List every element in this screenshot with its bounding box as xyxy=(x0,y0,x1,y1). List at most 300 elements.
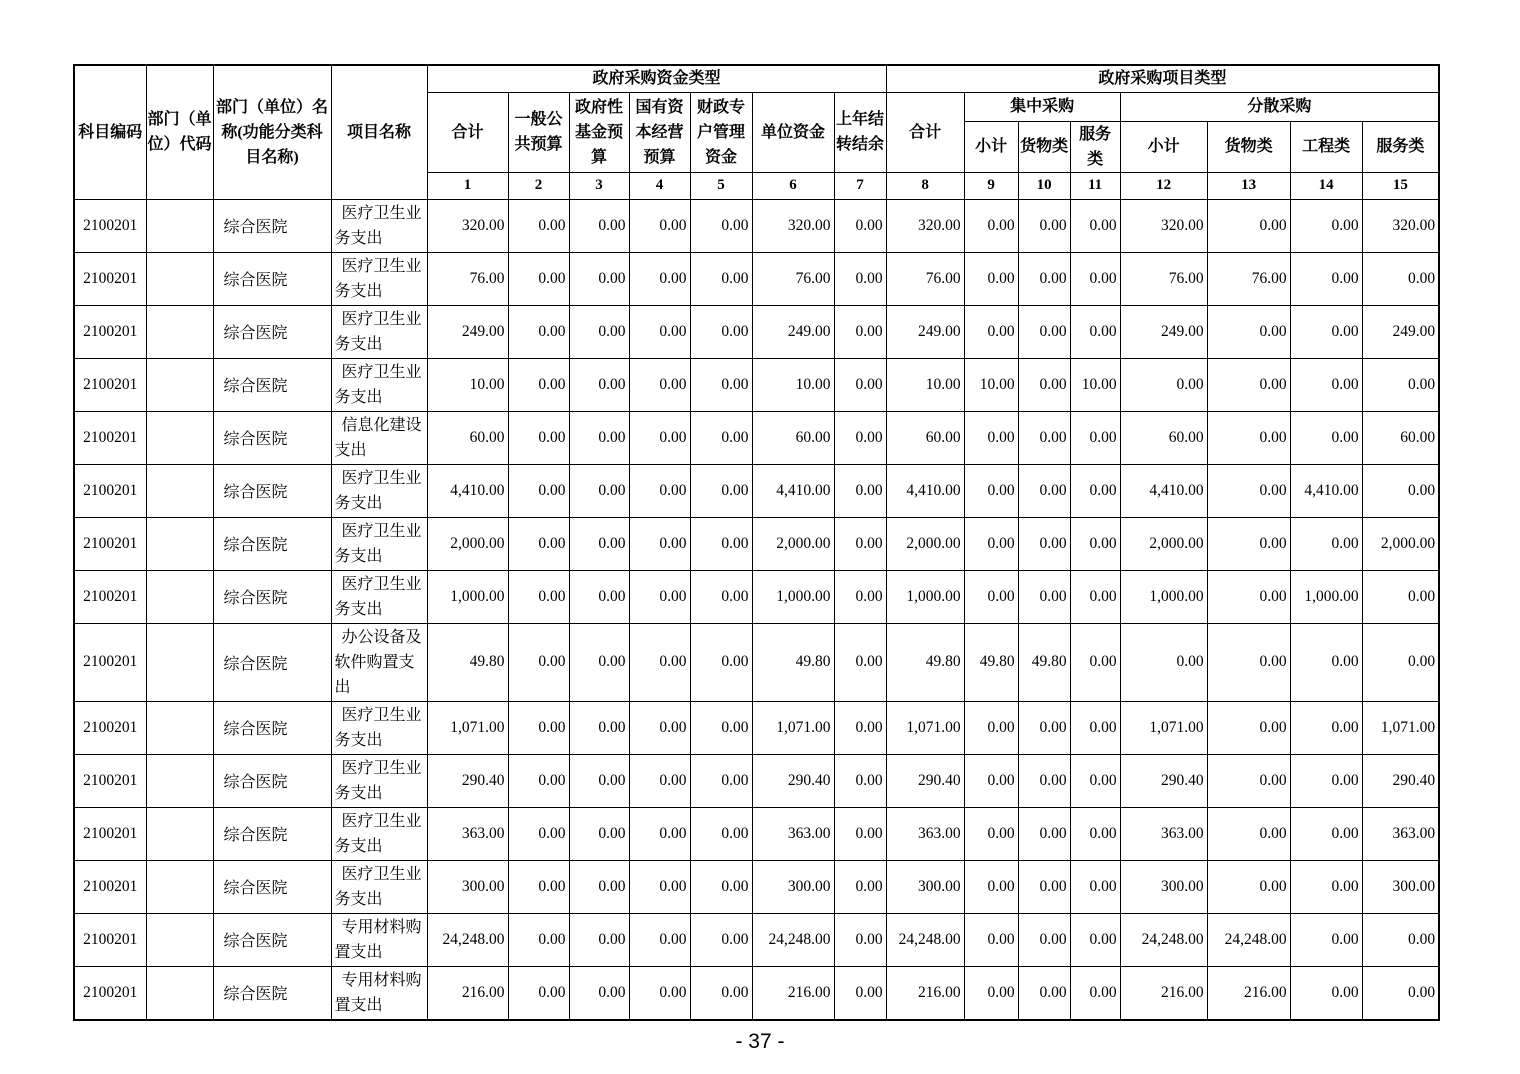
cell-value: 290.40 xyxy=(752,754,834,807)
cell-value: 0.00 xyxy=(1207,411,1290,464)
cell-value: 0.00 xyxy=(1018,252,1070,305)
table-row xyxy=(74,754,1439,807)
cell-value: 0.00 xyxy=(629,252,690,305)
cell-value: 0.00 xyxy=(1070,252,1120,305)
cell-value: 0.00 xyxy=(1018,966,1070,1020)
cell-value: 0.00 xyxy=(569,860,629,913)
cell-dept-name: 综合医院 xyxy=(213,517,331,570)
cell-value: 0.00 xyxy=(569,966,629,1020)
cell-value: 0.00 xyxy=(1207,464,1290,517)
cell-value: 363.00 xyxy=(1120,807,1207,860)
cell-value: 2,000.00 xyxy=(1120,517,1207,570)
cell-value: 76.00 xyxy=(1207,252,1290,305)
header-gov-fund-budget: 政府性基金预算 xyxy=(569,92,629,172)
cell-value: 76.00 xyxy=(427,252,508,305)
cell-value: 0.00 xyxy=(690,913,752,966)
cell-subject-code: 2100201 xyxy=(74,464,146,517)
cell-value: 24,248.00 xyxy=(1207,913,1290,966)
cell-value: 2,000.00 xyxy=(886,517,964,570)
cell-value: 0.00 xyxy=(1070,860,1120,913)
cell-value: 0.00 xyxy=(1018,199,1070,252)
cell-value: 0.00 xyxy=(629,358,690,411)
cell-subject-code: 2100201 xyxy=(74,860,146,913)
column-number: 11 xyxy=(1070,172,1120,199)
cell-value: 0.00 xyxy=(834,913,886,966)
cell-value: 0.00 xyxy=(834,966,886,1020)
cell-value: 0.00 xyxy=(629,305,690,358)
cell-value: 0.00 xyxy=(964,464,1018,517)
cell-value: 0.00 xyxy=(1290,199,1362,252)
cell-value: 0.00 xyxy=(690,623,752,701)
column-number: 2 xyxy=(508,172,569,199)
cell-value: 0.00 xyxy=(1018,754,1070,807)
cell-subject-code: 2100201 xyxy=(74,199,146,252)
cell-value: 216.00 xyxy=(1120,966,1207,1020)
column-number: 9 xyxy=(964,172,1018,199)
cell-value: 0.00 xyxy=(1207,570,1290,623)
cell-project-name: 专用材料购置支出 xyxy=(331,913,427,966)
cell-value: 0.00 xyxy=(1290,252,1362,305)
cell-dept-name: 综合医院 xyxy=(213,623,331,701)
table-row xyxy=(74,358,1439,411)
cell-value: 0.00 xyxy=(690,305,752,358)
cell-dept-name: 综合医院 xyxy=(213,570,331,623)
table-row xyxy=(74,807,1439,860)
cell-subject-code: 2100201 xyxy=(74,754,146,807)
cell-value: 0.00 xyxy=(1207,199,1290,252)
cell-value: 0.00 xyxy=(1362,966,1439,1020)
cell-value: 0.00 xyxy=(834,623,886,701)
header-decentralized-subtotal: 小计 xyxy=(1120,121,1207,172)
cell-value: 0.00 xyxy=(690,966,752,1020)
cell-dept-code xyxy=(146,464,213,517)
cell-subject-code: 2100201 xyxy=(74,623,146,701)
cell-value: 0.00 xyxy=(1362,358,1439,411)
cell-value: 0.00 xyxy=(508,358,569,411)
cell-value: 0.00 xyxy=(629,411,690,464)
cell-project-name: 医疗卫生业务支出 xyxy=(331,464,427,517)
cell-value: 249.00 xyxy=(427,305,508,358)
cell-dept-code xyxy=(146,701,213,754)
header-carryover: 上年结转结余 xyxy=(834,92,886,172)
cell-value: 0.00 xyxy=(964,754,1018,807)
cell-value: 49.80 xyxy=(427,623,508,701)
cell-subject-code: 2100201 xyxy=(74,701,146,754)
cell-value: 363.00 xyxy=(427,807,508,860)
cell-dept-code xyxy=(146,966,213,1020)
cell-dept-code xyxy=(146,570,213,623)
header-fiscal-account-funds: 财政专户管理资金 xyxy=(690,92,752,172)
cell-value: 0.00 xyxy=(1207,358,1290,411)
cell-value: 0.00 xyxy=(1070,570,1120,623)
cell-value: 0.00 xyxy=(569,305,629,358)
cell-value: 1,000.00 xyxy=(752,570,834,623)
cell-value: 0.00 xyxy=(690,860,752,913)
cell-value: 60.00 xyxy=(1362,411,1439,464)
cell-value: 0.00 xyxy=(508,570,569,623)
cell-value: 0.00 xyxy=(690,570,752,623)
cell-project-name: 医疗卫生业务支出 xyxy=(331,860,427,913)
cell-value: 2,000.00 xyxy=(1362,517,1439,570)
cell-value: 1,000.00 xyxy=(1290,570,1362,623)
cell-value: 0.00 xyxy=(834,252,886,305)
cell-value: 60.00 xyxy=(752,411,834,464)
cell-value: 0.00 xyxy=(1207,754,1290,807)
cell-value: 216.00 xyxy=(752,966,834,1020)
cell-value: 0.00 xyxy=(964,305,1018,358)
cell-dept-code xyxy=(146,252,213,305)
cell-value: 76.00 xyxy=(886,252,964,305)
table-row xyxy=(74,252,1439,305)
cell-value: 4,410.00 xyxy=(1290,464,1362,517)
header-fund-type-group: 政府采购资金类型 xyxy=(427,65,886,92)
cell-subject-code: 2100201 xyxy=(74,807,146,860)
cell-value: 0.00 xyxy=(1290,305,1362,358)
header-project-type-group: 政府采购项目类型 xyxy=(886,65,1439,92)
cell-dept-name: 综合医院 xyxy=(213,913,331,966)
cell-value: 0.00 xyxy=(1120,623,1207,701)
cell-value: 0.00 xyxy=(1070,807,1120,860)
cell-value: 0.00 xyxy=(629,807,690,860)
cell-value: 320.00 xyxy=(752,199,834,252)
cell-value: 0.00 xyxy=(569,701,629,754)
cell-value: 0.00 xyxy=(834,464,886,517)
cell-value: 0.00 xyxy=(1070,411,1120,464)
cell-dept-name: 综合医院 xyxy=(213,464,331,517)
header-fund-total: 合计 xyxy=(427,92,508,172)
cell-value: 2,000.00 xyxy=(427,517,508,570)
cell-value: 0.00 xyxy=(508,623,569,701)
cell-subject-code: 2100201 xyxy=(74,570,146,623)
cell-value: 0.00 xyxy=(508,966,569,1020)
cell-value: 76.00 xyxy=(1120,252,1207,305)
cell-value: 320.00 xyxy=(886,199,964,252)
cell-value: 1,071.00 xyxy=(752,701,834,754)
header-centralized-group: 集中采购 xyxy=(964,92,1120,121)
cell-value: 0.00 xyxy=(964,570,1018,623)
cell-value: 0.00 xyxy=(1018,860,1070,913)
procurement-budget-table xyxy=(73,64,1440,1021)
cell-dept-name: 综合医院 xyxy=(213,411,331,464)
cell-project-name: 信息化建设支出 xyxy=(331,411,427,464)
cell-value: 0.00 xyxy=(629,966,690,1020)
cell-dept-code xyxy=(146,305,213,358)
cell-value: 0.00 xyxy=(1290,701,1362,754)
cell-value: 0.00 xyxy=(1070,305,1120,358)
cell-project-name: 医疗卫生业务支出 xyxy=(331,358,427,411)
cell-value: 0.00 xyxy=(834,411,886,464)
cell-value: 0.00 xyxy=(690,252,752,305)
header-subject-code: 科目编码 xyxy=(74,65,146,199)
cell-project-name: 医疗卫生业务支出 xyxy=(331,701,427,754)
column-number: 13 xyxy=(1207,172,1290,199)
cell-value: 0.00 xyxy=(629,913,690,966)
cell-dept-name: 综合医院 xyxy=(213,754,331,807)
cell-value: 300.00 xyxy=(1120,860,1207,913)
cell-dept-code xyxy=(146,411,213,464)
table-row xyxy=(74,411,1439,464)
header-centralized-services: 服务类 xyxy=(1070,121,1120,172)
table-row xyxy=(74,860,1439,913)
header-dept-name: 部门（单位）名称(功能分类科目名称) xyxy=(213,65,331,199)
cell-dept-code xyxy=(146,517,213,570)
cell-value: 0.00 xyxy=(508,252,569,305)
table-row xyxy=(74,199,1439,252)
header-unit-funds: 单位资金 xyxy=(752,92,834,172)
cell-value: 0.00 xyxy=(569,754,629,807)
cell-project-name: 医疗卫生业务支出 xyxy=(331,199,427,252)
cell-value: 0.00 xyxy=(629,570,690,623)
cell-value: 0.00 xyxy=(964,860,1018,913)
cell-value: 1,071.00 xyxy=(1362,701,1439,754)
cell-value: 320.00 xyxy=(1362,199,1439,252)
cell-value: 0.00 xyxy=(1290,913,1362,966)
cell-value: 1,000.00 xyxy=(1120,570,1207,623)
header-decentralized-goods: 货物类 xyxy=(1207,121,1290,172)
cell-value: 0.00 xyxy=(508,305,569,358)
page-number: - 37 - xyxy=(735,1030,785,1053)
cell-value: 300.00 xyxy=(886,860,964,913)
cell-value: 1,071.00 xyxy=(1120,701,1207,754)
cell-value: 363.00 xyxy=(752,807,834,860)
cell-value: 0.00 xyxy=(690,754,752,807)
cell-value: 0.00 xyxy=(834,305,886,358)
cell-value: 363.00 xyxy=(1362,807,1439,860)
cell-value: 0.00 xyxy=(690,517,752,570)
cell-value: 24,248.00 xyxy=(752,913,834,966)
table-row xyxy=(74,966,1439,1020)
cell-value: 0.00 xyxy=(964,701,1018,754)
cell-value: 0.00 xyxy=(964,807,1018,860)
cell-value: 0.00 xyxy=(834,570,886,623)
cell-value: 1,071.00 xyxy=(427,701,508,754)
cell-value: 0.00 xyxy=(569,252,629,305)
cell-value: 10.00 xyxy=(1070,358,1120,411)
procurement-table-page xyxy=(73,64,1440,1021)
cell-value: 24,248.00 xyxy=(886,913,964,966)
header-decentralized-group: 分散采购 xyxy=(1120,92,1439,121)
cell-value: 363.00 xyxy=(886,807,964,860)
header-state-capital-budget: 国有资本经营预算 xyxy=(629,92,690,172)
cell-value: 0.00 xyxy=(1290,358,1362,411)
cell-dept-code xyxy=(146,199,213,252)
cell-value: 0.00 xyxy=(569,570,629,623)
cell-value: 0.00 xyxy=(569,358,629,411)
cell-value: 0.00 xyxy=(1018,411,1070,464)
header-row-groups xyxy=(74,65,1439,92)
cell-value: 0.00 xyxy=(1070,966,1120,1020)
cell-value: 0.00 xyxy=(1018,701,1070,754)
cell-value: 10.00 xyxy=(886,358,964,411)
column-number: 10 xyxy=(1018,172,1070,199)
cell-value: 10.00 xyxy=(427,358,508,411)
cell-value: 0.00 xyxy=(834,754,886,807)
cell-value: 290.40 xyxy=(886,754,964,807)
column-number: 6 xyxy=(752,172,834,199)
cell-value: 0.00 xyxy=(1362,464,1439,517)
column-number: 8 xyxy=(886,172,964,199)
cell-value: 0.00 xyxy=(508,411,569,464)
header-dept-code: 部门（单位）代码 xyxy=(146,65,213,199)
cell-value: 0.00 xyxy=(569,199,629,252)
cell-value: 320.00 xyxy=(427,199,508,252)
cell-value: 60.00 xyxy=(886,411,964,464)
cell-value: 49.80 xyxy=(964,623,1018,701)
cell-value: 0.00 xyxy=(1070,623,1120,701)
cell-value: 0.00 xyxy=(1362,913,1439,966)
cell-value: 0.00 xyxy=(629,199,690,252)
cell-dept-name: 综合医院 xyxy=(213,807,331,860)
cell-value: 0.00 xyxy=(1070,199,1120,252)
header-general-public-budget: 一般公共预算 xyxy=(508,92,569,172)
cell-value: 290.40 xyxy=(1362,754,1439,807)
cell-value: 0.00 xyxy=(569,411,629,464)
cell-value: 0.00 xyxy=(964,913,1018,966)
cell-value: 0.00 xyxy=(964,966,1018,1020)
cell-value: 10.00 xyxy=(752,358,834,411)
cell-value: 0.00 xyxy=(508,199,569,252)
cell-value: 0.00 xyxy=(1018,464,1070,517)
cell-value: 0.00 xyxy=(508,701,569,754)
cell-project-name: 医疗卫生业务支出 xyxy=(331,570,427,623)
cell-value: 0.00 xyxy=(1362,623,1439,701)
table-row xyxy=(74,913,1439,966)
header-decentralized-services: 服务类 xyxy=(1362,121,1439,172)
header-project-name: 项目名称 xyxy=(331,65,427,199)
cell-value: 4,410.00 xyxy=(1120,464,1207,517)
cell-value: 60.00 xyxy=(1120,411,1207,464)
table-row xyxy=(74,305,1439,358)
cell-value: 249.00 xyxy=(886,305,964,358)
cell-value: 0.00 xyxy=(1018,807,1070,860)
cell-value: 4,410.00 xyxy=(886,464,964,517)
cell-value: 0.00 xyxy=(629,517,690,570)
cell-value: 0.00 xyxy=(629,701,690,754)
cell-value: 49.80 xyxy=(752,623,834,701)
table-body xyxy=(74,199,1439,1020)
cell-value: 0.00 xyxy=(1070,913,1120,966)
cell-value: 60.00 xyxy=(427,411,508,464)
cell-value: 0.00 xyxy=(964,199,1018,252)
cell-dept-name: 综合医院 xyxy=(213,358,331,411)
cell-value: 0.00 xyxy=(1018,305,1070,358)
cell-value: 0.00 xyxy=(569,807,629,860)
cell-value: 0.00 xyxy=(629,754,690,807)
cell-value: 0.00 xyxy=(1207,701,1290,754)
cell-value: 0.00 xyxy=(1290,807,1362,860)
cell-value: 216.00 xyxy=(886,966,964,1020)
cell-value: 0.00 xyxy=(964,517,1018,570)
cell-dept-code xyxy=(146,358,213,411)
cell-value: 0.00 xyxy=(1207,623,1290,701)
cell-value: 0.00 xyxy=(1070,517,1120,570)
cell-value: 0.00 xyxy=(690,807,752,860)
cell-value: 0.00 xyxy=(569,517,629,570)
cell-value: 0.00 xyxy=(508,754,569,807)
cell-value: 0.00 xyxy=(690,411,752,464)
cell-value: 0.00 xyxy=(569,913,629,966)
cell-value: 290.40 xyxy=(1120,754,1207,807)
cell-value: 0.00 xyxy=(508,913,569,966)
cell-value: 0.00 xyxy=(508,517,569,570)
table-row xyxy=(74,517,1439,570)
cell-value: 0.00 xyxy=(834,860,886,913)
column-number: 4 xyxy=(629,172,690,199)
cell-dept-name: 综合医院 xyxy=(213,305,331,358)
cell-value: 0.00 xyxy=(834,358,886,411)
table-header xyxy=(74,65,1439,199)
cell-value: 24,248.00 xyxy=(1120,913,1207,966)
cell-value: 0.00 xyxy=(1018,913,1070,966)
header-centralized-goods: 货物类 xyxy=(1018,121,1070,172)
cell-value: 0.00 xyxy=(508,807,569,860)
cell-value: 320.00 xyxy=(1120,199,1207,252)
cell-dept-name: 综合医院 xyxy=(213,860,331,913)
table-row xyxy=(74,623,1439,701)
cell-value: 24,248.00 xyxy=(427,913,508,966)
cell-value: 0.00 xyxy=(1207,860,1290,913)
cell-value: 0.00 xyxy=(1070,464,1120,517)
cell-dept-code xyxy=(146,860,213,913)
cell-value: 0.00 xyxy=(834,199,886,252)
cell-subject-code: 2100201 xyxy=(74,358,146,411)
cell-value: 0.00 xyxy=(690,464,752,517)
cell-value: 0.00 xyxy=(690,199,752,252)
cell-value: 249.00 xyxy=(1120,305,1207,358)
cell-dept-code xyxy=(146,913,213,966)
cell-value: 2,000.00 xyxy=(752,517,834,570)
cell-value: 0.00 xyxy=(629,860,690,913)
cell-value: 0.00 xyxy=(1018,517,1070,570)
cell-project-name: 专用材料购置支出 xyxy=(331,966,427,1020)
cell-value: 0.00 xyxy=(629,464,690,517)
cell-subject-code: 2100201 xyxy=(74,411,146,464)
cell-value: 249.00 xyxy=(752,305,834,358)
cell-value: 216.00 xyxy=(427,966,508,1020)
cell-dept-code xyxy=(146,807,213,860)
column-number: 3 xyxy=(569,172,629,199)
cell-value: 0.00 xyxy=(690,701,752,754)
table-row xyxy=(74,570,1439,623)
cell-subject-code: 2100201 xyxy=(74,517,146,570)
table-row xyxy=(74,464,1439,517)
cell-value: 0.00 xyxy=(834,517,886,570)
cell-subject-code: 2100201 xyxy=(74,252,146,305)
cell-project-name: 医疗卫生业务支出 xyxy=(331,252,427,305)
cell-value: 10.00 xyxy=(964,358,1018,411)
cell-value: 4,410.00 xyxy=(427,464,508,517)
header-decentralized-works: 工程类 xyxy=(1290,121,1362,172)
cell-value: 49.80 xyxy=(886,623,964,701)
cell-value: 0.00 xyxy=(1070,701,1120,754)
cell-value: 0.00 xyxy=(1207,305,1290,358)
column-number: 5 xyxy=(690,172,752,199)
cell-dept-code xyxy=(146,754,213,807)
cell-value: 0.00 xyxy=(1290,754,1362,807)
cell-value: 216.00 xyxy=(1207,966,1290,1020)
cell-value: 0.00 xyxy=(1290,411,1362,464)
cell-dept-name: 综合医院 xyxy=(213,701,331,754)
column-number: 12 xyxy=(1120,172,1207,199)
cell-value: 0.00 xyxy=(834,807,886,860)
cell-value: 1,000.00 xyxy=(886,570,964,623)
cell-value: 49.80 xyxy=(1018,623,1070,701)
cell-project-name: 医疗卫生业务支出 xyxy=(331,807,427,860)
cell-value: 0.00 xyxy=(964,252,1018,305)
column-number: 7 xyxy=(834,172,886,199)
cell-value: 0.00 xyxy=(1207,517,1290,570)
cell-value: 0.00 xyxy=(1290,517,1362,570)
